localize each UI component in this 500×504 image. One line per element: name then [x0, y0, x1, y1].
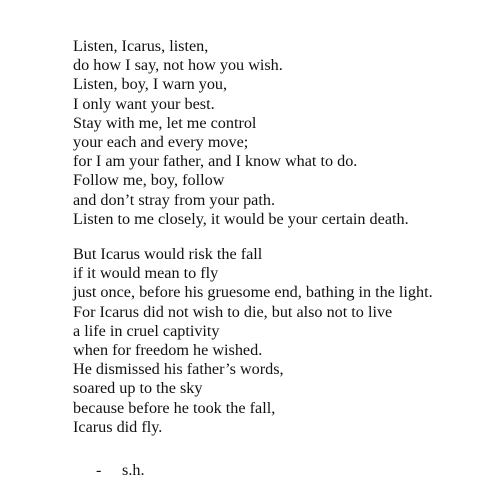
poem-line: For Icarus did not wish to die, but also not to live: [73, 302, 393, 321]
poem-line: Listen, Icarus, listen,: [73, 37, 209, 55]
poem-line: Listen to me closely, it would be your certain death.: [73, 209, 409, 228]
poem-line: do how I say, not how you wish.: [73, 56, 283, 75]
poem-line: when for freedom he wished.: [73, 341, 263, 360]
poem-line: He dismissed his father’s words,: [73, 360, 284, 379]
poem-stanza-2: [73, 245, 433, 437]
poem-line: Icarus did fly.: [73, 417, 163, 436]
poem-line: a life in cruel captivity: [73, 321, 220, 340]
poem-line: Follow me, boy, follow: [73, 171, 225, 190]
poem-line: and don’t stray from your path.: [73, 190, 276, 209]
poem-stanza-1: [73, 37, 409, 229]
poem-line: soared up to the sky: [73, 379, 203, 398]
poem-line: for I am your father, and I know what to do.: [73, 152, 358, 171]
poem-line: if it would mean to fly: [73, 264, 219, 283]
poem-line: just once, before his gruesome end, bathing in the light.: [73, 283, 433, 302]
poem-line: Stay with me, let me control: [73, 113, 257, 132]
poem-line: because before he took the fall,: [73, 398, 276, 417]
poem-line: I only want your best.: [73, 94, 215, 113]
poem-signature: [96, 461, 145, 480]
poem-line: Listen, boy, I warn you,: [73, 75, 228, 94]
poem-line: your each and every move;: [73, 133, 249, 152]
signature-author: s.h.: [122, 461, 145, 479]
signature-dash: -: [96, 461, 102, 479]
poem-line: But Icarus would risk the fall: [73, 245, 263, 263]
